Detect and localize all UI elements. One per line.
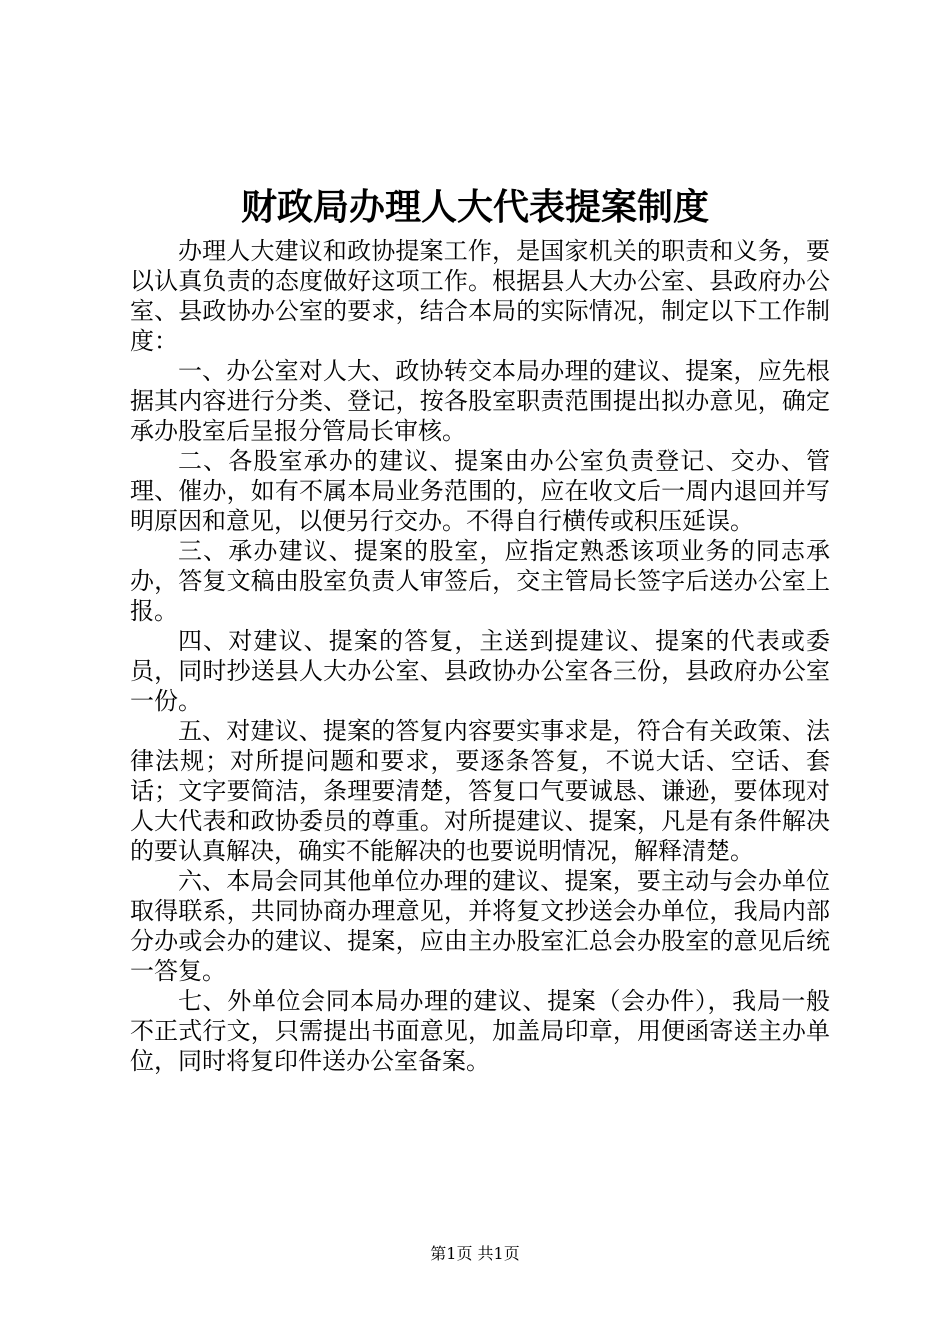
paragraph-item-1: 一、办公室对人大、政协转交本局办理的建议、提案，应先根据其内容进行分类、登记，按各股室职责范围提出拟办意见，确定承办股室后呈报分管局长审核。 xyxy=(130,357,830,445)
paragraph-intro: 办理人大建议和政协提案工作，是国家机关的职责和义务，要以认真负责的态度做好这项工作。根据县人大办公室、县政府办公室、县政协办公室的要求，结合本局的实际情况，制定以下工作制度： xyxy=(130,237,830,355)
document-body xyxy=(130,236,830,1076)
page-footer: 第1页 共1页 xyxy=(430,1244,520,1263)
paragraph-item-5: 五、对建议、提案的答复内容要实事求是，符合有关政策、法律法规；对所提问题和要求，要逐条答复，不说大话、空话、套话；文字要简洁，条理要清楚，答复口气要诚恳、谦逊，要体现对人大代表和政协委员的尊重。对所提建议、提案，凡是有条件解决的要认真解决，确实不能解决的也要说明情况，解释清楚。 xyxy=(130,717,830,865)
document-title: 财政局办理人大代表提案制度 xyxy=(240,186,709,228)
paragraph-item-2: 二、各股室承办的建议、提案由办公室负责登记、交办、管理、催办，如有不属本局业务范围的，应在收文后一周内退回并写明原因和意见，以便另行交办。不得自行横传或积压延误。 xyxy=(130,447,830,535)
paragraph-item-6: 六、本局会同其他单位办理的建议、提案，要主动与会办单位取得联系，共同协商办理意见，并将复文抄送会办单位，我局内部分办或会办的建议、提案，应由主办股室汇总会办股室的意见后统一答复。 xyxy=(130,867,830,985)
paragraph-item-7: 七、外单位会同本局办理的建议、提案（会办件），我局一般不正式行文，只需提出书面意见，加盖局印章，用便函寄送主办单位，同时将复印件送办公室备案。 xyxy=(130,987,830,1075)
paragraph-item-4: 四、对建议、提案的答复，主送到提建议、提案的代表或委员，同时抄送县人大办公室、县政协办公室各三份，县政府办公室一份。 xyxy=(130,627,830,715)
paragraph-item-3: 三、承办建议、提案的股室，应指定熟悉该项业务的同志承办，答复文稿由股室负责人审签后，交主管局长签字后送办公室上报。 xyxy=(130,537,830,625)
